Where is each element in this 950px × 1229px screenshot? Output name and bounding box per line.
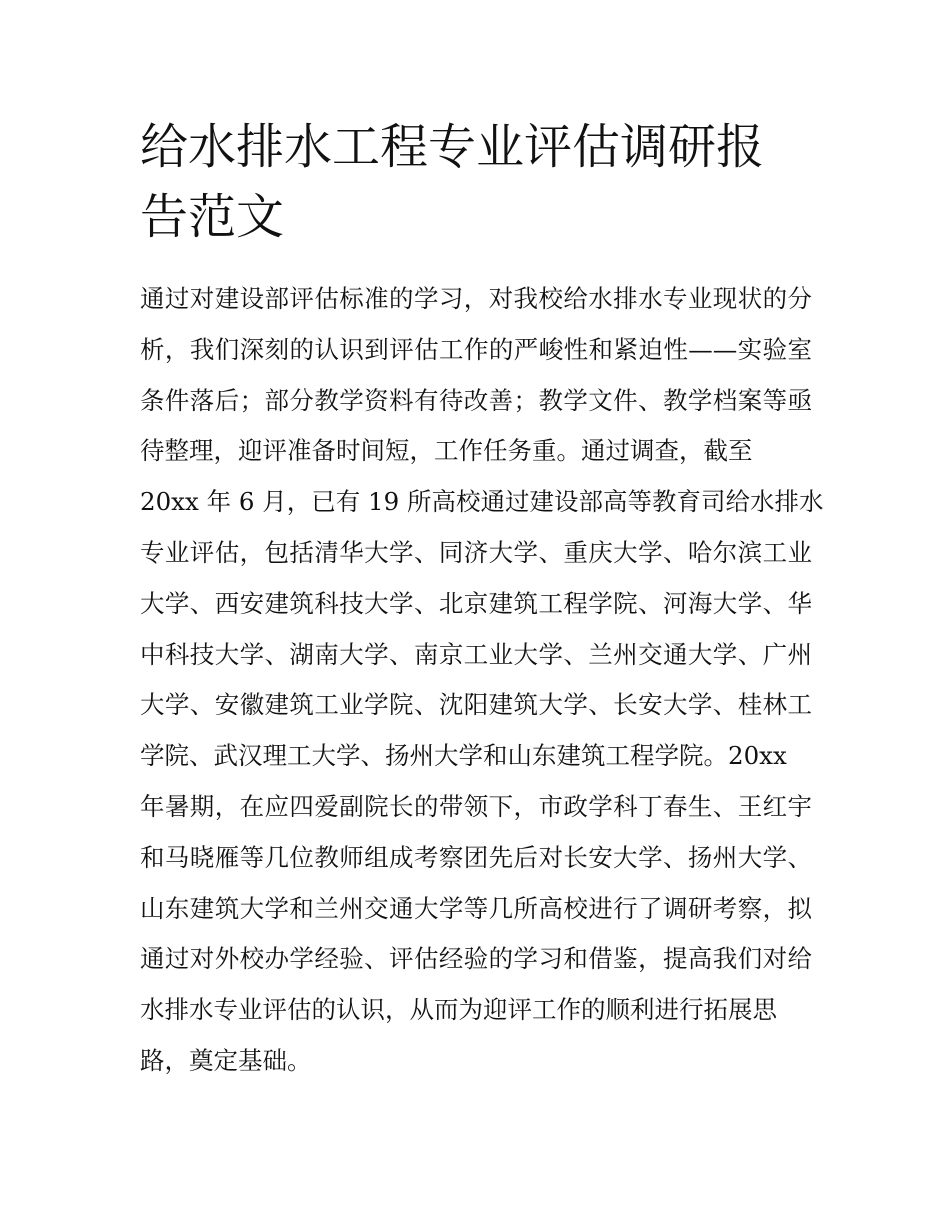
- title-line: 给水排水工程专业评估调研报: [140, 119, 765, 175]
- paragraph-line: 年暑期，在应四爱副院长的带领下，市政学科丁春生、王红宇: [140, 791, 812, 821]
- paragraph-line: 大学、西安建筑科技大学、北京建筑工程学院、河海大学、华: [140, 588, 812, 618]
- paragraph-line: 专业评估，包括清华大学、同济大学、重庆大学、哈尔滨工业: [140, 537, 812, 567]
- paragraph-line: 通过对外校办学经验、评估经验的学习和借鉴，提高我们对给: [140, 944, 812, 974]
- paragraph-line: 和马晓雁等几位教师组成考察团先后对长安大学、扬州大学、: [140, 842, 812, 872]
- paragraph-line: 大学、安徽建筑工业学院、沈阳建筑大学、长安大学、桂林工: [140, 690, 812, 720]
- paragraph-line: 条件落后；部分教学资料有待改善；教学文件、教学档案等亟: [140, 385, 812, 415]
- paragraph-line: 水排水专业评估的认识，从而为迎评工作的顺利进行拓展思: [140, 995, 777, 1025]
- title-line: 告范文: [140, 189, 285, 245]
- paragraph-line: 路，奠定基础。: [140, 1045, 312, 1075]
- paragraph-line: 析，我们深刻的认识到评估工作的严峻性和紧迫性——实验室: [140, 334, 812, 364]
- paragraph-line: 20xx 年 6 月，已有 19 所高校通过建设部高等教育司给水排水: [140, 487, 824, 517]
- document-content: [140, 112, 824, 1087]
- paragraph-line: 待整理，迎评准备时间短，工作任务重。通过调查，截至: [140, 436, 753, 466]
- paragraph-line: 通过对建设部评估标准的学习，对我校给水排水专业现状的分: [140, 284, 812, 313]
- document-title: [140, 112, 812, 252]
- paragraph-line: 学院、武汉理工大学、扬州大学和山东建筑工程学院。20xx: [140, 741, 787, 771]
- paragraph-line: 山东建筑大学和兰州交通大学等几所高校进行了调研考察，拟: [140, 893, 812, 923]
- paragraph-line: 中科技大学、湖南大学、南京工业大学、兰州交通大学、广州: [140, 639, 812, 669]
- body-paragraph: [140, 274, 824, 1087]
